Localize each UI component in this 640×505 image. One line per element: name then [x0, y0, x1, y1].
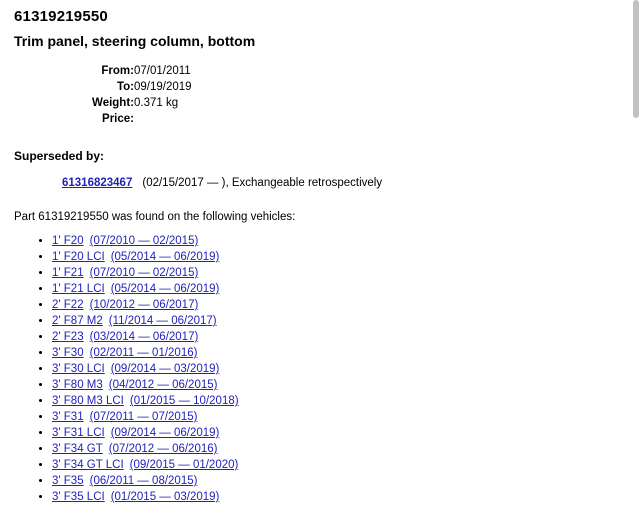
vehicle-dates[interactable]: (04/2012 — 06/2015) [108, 379, 218, 391]
list-item [52, 329, 626, 345]
vehicle-dates[interactable]: (07/2010 — 02/2015) [89, 267, 199, 279]
vehicle-dates[interactable]: (05/2014 — 06/2019) [110, 251, 220, 263]
table-row [14, 111, 192, 127]
vehicle-link[interactable]: 3' F35 LCI [52, 491, 105, 503]
vehicle-dates[interactable]: (01/2015 — 03/2019) [110, 491, 220, 503]
list-item [52, 249, 626, 265]
list-item [52, 297, 626, 313]
vehicle-dates[interactable]: (09/2014 — 03/2019) [110, 363, 220, 375]
vehicle-link[interactable]: 1' F20 LCI [52, 251, 105, 263]
vehicle-dates[interactable]: (06/2011 — 08/2015) [89, 475, 198, 487]
table-row [14, 95, 192, 111]
list-item [52, 233, 626, 249]
vehicle-link[interactable]: 2' F22 [52, 299, 84, 311]
vehicle-dates[interactable]: (11/2014 — 06/2017) [108, 315, 217, 327]
found-on-text: Part 61319219550 was found on the following vehicles: [14, 211, 296, 223]
spec-label-price: Price: [102, 113, 134, 125]
list-item [52, 377, 626, 393]
vehicle-dates[interactable]: (07/2012 — 06/2016) [108, 443, 218, 455]
vehicle-link[interactable]: 1' F21 LCI [52, 283, 105, 295]
spec-label-from: From: [101, 65, 134, 77]
superseded-note: (02/15/2017 — ), Exchangeable retrospectively [142, 177, 383, 189]
vehicle-dates[interactable]: (07/2011 — 07/2015) [89, 411, 198, 423]
scrollbar-thumb[interactable] [633, 0, 639, 118]
vehicle-link[interactable]: 3' F30 LCI [52, 363, 105, 375]
vehicle-link[interactable]: 3' F34 GT LCI [52, 459, 124, 471]
spec-label-to: To: [116, 81, 134, 93]
list-item [52, 473, 626, 489]
vehicle-link[interactable]: 1' F21 [52, 267, 84, 279]
vehicle-dates[interactable]: (09/2015 — 01/2020) [129, 459, 239, 471]
vehicle-list [14, 233, 626, 505]
list-item [52, 409, 626, 425]
vehicle-link[interactable]: 3' F31 [52, 411, 84, 423]
list-item [52, 441, 626, 457]
list-item [52, 489, 626, 505]
vehicle-link[interactable]: 2' F23 [52, 331, 84, 343]
spec-label-weight: Weight: [92, 97, 134, 109]
list-item [52, 393, 626, 409]
vehicle-dates[interactable]: (03/2014 — 06/2017) [89, 331, 199, 343]
vehicle-link[interactable]: 3' F31 LCI [52, 427, 105, 439]
vehicle-dates[interactable]: (01/2015 — 10/2018) [129, 395, 239, 407]
spec-value-from: 07/01/2011 [134, 65, 191, 77]
page-scrollbar[interactable] [632, 0, 640, 480]
spec-value-price [134, 111, 192, 127]
list-item [52, 425, 626, 441]
list-item [52, 345, 626, 361]
vehicle-dates[interactable]: (07/2010 — 02/2015) [89, 235, 199, 247]
vehicle-dates[interactable]: (02/2011 — 01/2016) [89, 347, 198, 359]
vehicle-link[interactable]: 3' F80 M3 LCI [52, 395, 124, 407]
superseded-heading: Superseded by: [14, 149, 105, 163]
list-item [52, 361, 626, 377]
vehicle-link[interactable]: 3' F34 GT [52, 443, 103, 455]
vehicle-link[interactable]: 3' F30 [52, 347, 84, 359]
list-item [52, 281, 626, 297]
list-item [52, 265, 626, 281]
table-row [14, 63, 192, 79]
vehicle-link[interactable]: 2' F87 M2 [52, 315, 103, 327]
vehicle-link[interactable]: 1' F20 [52, 235, 84, 247]
list-item [52, 313, 626, 329]
spec-value-weight: 0.371 kg [134, 97, 179, 109]
vehicle-link[interactable]: 3' F35 [52, 475, 84, 487]
table-row [14, 79, 192, 95]
list-item [52, 457, 626, 473]
vehicle-link[interactable]: 3' F80 M3 [52, 379, 103, 391]
vehicle-dates[interactable]: (05/2014 — 06/2019) [110, 283, 220, 295]
superseded-row [62, 177, 626, 189]
superseded-part-link[interactable]: 61316823467 [62, 177, 133, 189]
part-number: 61319219550 [14, 8, 108, 25]
vehicle-dates[interactable]: (10/2012 — 06/2017) [89, 299, 199, 311]
part-specs-table [14, 63, 192, 127]
page-title: Trim panel, steering column, bottom [14, 33, 256, 49]
spec-value-to: 09/19/2019 [134, 81, 192, 93]
vehicle-dates[interactable]: (09/2014 — 06/2019) [110, 427, 220, 439]
